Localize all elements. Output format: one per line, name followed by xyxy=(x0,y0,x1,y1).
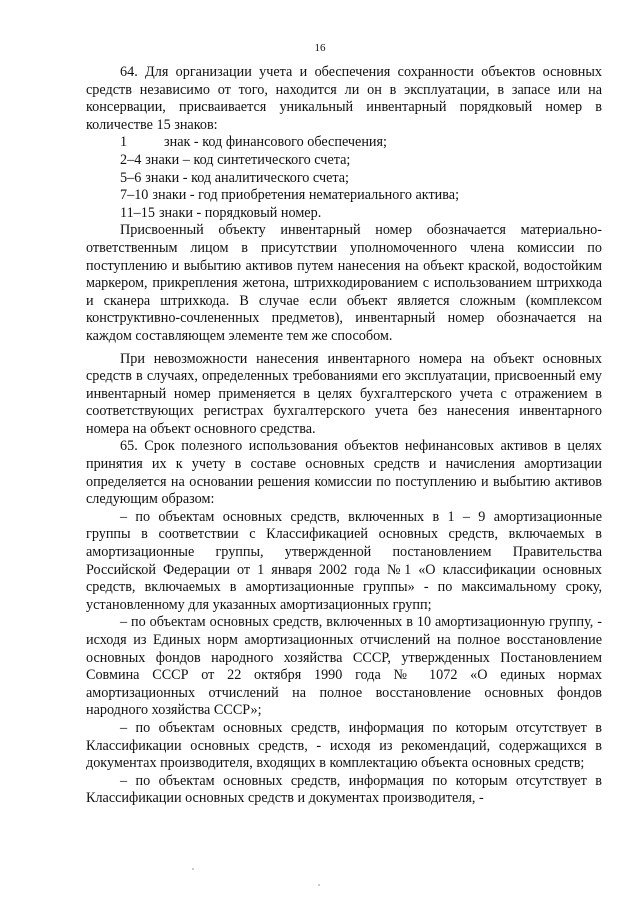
list-item-text: знаки - код аналитического счета; xyxy=(145,169,349,186)
paragraph-65-item-3: – по объектам основных средств, информация по которым отсутствует в Классификации основных средств, - исходя из рекомендаций, содержащихся в документах производителя, входящих в комплектацию объекта основных средств; xyxy=(86,719,602,772)
paragraph-assigned-number: Присвоенный объекту инвентарный номер обозначается материально-ответственным лицом в присутствии уполномоченного члена комиссии по поступлению и выбытию активов путем нанесения на объект краской, водостойким маркером, прикрепления жетона, штрихкодированием с использованием штрихкода и сканера штрихкода. В случае если объект является сложным (комплексом конструктивно-сочлененных предметов), инвентарный номер обозначается на каждом составляющем элементе тем же способом. xyxy=(86,222,602,344)
paragraph-64-intro: 64. Для организации учета и обеспечения сохранности объектов основных средств независимо от того, находится ли он в эксплуатации, в запасе или на консервации, присваивается уникальный инвентарный порядковый номер в количестве 15 знаков: xyxy=(86,64,602,133)
scan-speck xyxy=(318,884,320,886)
list-item xyxy=(86,187,602,205)
list-item-text: знаки - год приобретения нематериального актива; xyxy=(152,187,460,204)
document-body xyxy=(86,64,602,808)
list-item-number: 2–4 xyxy=(120,151,142,168)
list-item-number: 5–6 xyxy=(120,169,142,186)
list-item xyxy=(86,205,602,223)
list-item-number: 11–15 xyxy=(120,204,155,221)
paragraph-65-item-1: – по объектам основных средств, включенных в 1 – 9 амортизационные группы в соответствии с Классификацией основных средств, включаемых в амортизационные группы, утвержденной постановлением Правительства Российской Федерации от 1 января 2002 года №1 «О классификации основных средств, включаемых в амортизационные группы» - по максимальному сроку, установленному для указанных амортизационных групп; xyxy=(86,508,602,613)
list-item xyxy=(86,134,602,152)
list-item-text: знаки – код синтетического счета; xyxy=(145,151,351,168)
list-item-text: знак - код финансового обеспечения; xyxy=(164,134,387,151)
list-item xyxy=(86,170,602,188)
list-item xyxy=(86,152,602,170)
paragraph-impossible-marking: При невозможности нанесения инвентарного номера на объект основных средств в случаях, определенных требованиями его эксплуатации, присвоенный ему инвентарный номер применяется в целях бухгалтерского учета с отражением в соответствующих регистрах бухгалтерского учета без нанесения инвентарного номера на объект основного средства. xyxy=(86,350,602,437)
list-item-number: 1 xyxy=(120,134,128,151)
list-item-number: 7–10 xyxy=(120,187,149,204)
paragraph-65-item-4: – по объектам основных средств, информация по которым отсутствует в Классификации основных средств и документах производителя, - xyxy=(86,772,602,807)
paragraph-65-intro: 65. Срок полезного использования объектов нефинансовых активов в целях принятия их к учету в составе основных средств и начисления амортизации определяется на основании решения комиссии по поступлению и выбытию активов следующим образом: xyxy=(86,438,602,508)
page-number: 16 xyxy=(314,42,326,54)
paragraph-65-item-2: – по объектам основных средств, включенных в 10 амортизационную группу, - исходя из Единых норм амортизационных отчислений на полное восстановление основных фондов народного хозяйства СССР, утвержденных Постановлением Совмина СССР от 22 октября 1990 года № 1072 «О единых нормах амортизационных отчислений на полное восстановление основных фондов народного хозяйства СССР»; xyxy=(86,614,602,719)
scan-speck xyxy=(192,868,194,870)
list-item-text: знаки - порядковый номер. xyxy=(158,204,322,221)
